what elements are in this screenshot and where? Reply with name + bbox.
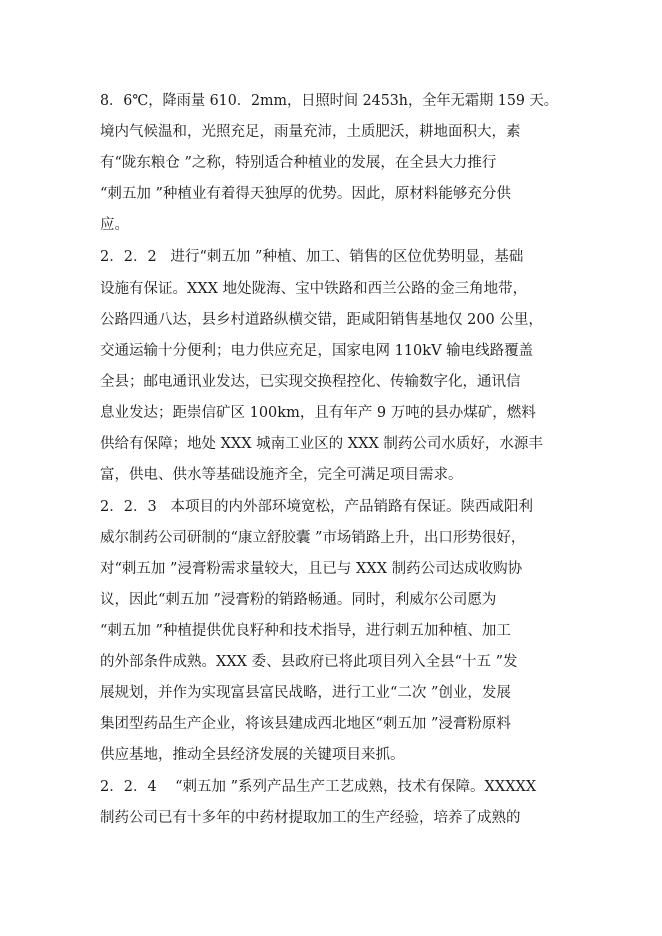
text-line: “刺五加 ”种植提供优良籽种和技术指导，进行刺五加种植、加工 [100, 623, 511, 639]
text-line: 8．6℃，降雨量 610．2mm，日照时间 2453h，全年无霜期 159 天。 [100, 93, 558, 109]
text-line: 公路四通八达，县乡村道路纵横交错，距咸阳销售基地仅 200 公里， [100, 312, 543, 328]
text-line: “刺五加 ”种植业有着得天独厚的优势。因此，原材料能够充分供 [100, 186, 511, 202]
text-line: 交通运输十分便利；电力供应充足，国家电网 110kV 输电线路覆盖 [100, 343, 534, 359]
section-heading-2-2-2: 2．2．2 进行“刺五加 ”种植、加工、销售的区位优势明显，基础 [100, 249, 524, 265]
text-line: 境内气候温和，光照充足，雨量充沛，土质肥沃，耕地面积大，素 [100, 124, 521, 140]
section-heading-2-2-3: 2．2．3 本项目的内外部环境宽松，产品销路有保证。陕西咸阳利 [100, 499, 534, 515]
text-line: 制药公司已有十多年的中药材提取加工的生产经验，培养了成熟的 [100, 810, 521, 826]
text-line: 设施有保证。XXX 地处陇海、宝中铁路和西兰公路的金三角地带， [100, 281, 528, 297]
text-line: 应。 [100, 217, 129, 233]
text-line: 有“陇东粮仓 ”之称，特别适合种植业的发展，在全县大力推行 [100, 155, 497, 171]
text-line: 集团型药品生产企业，将该县建成西北地区“刺五加 ”浸膏粉原料 [100, 716, 511, 732]
section-heading-2-2-4: 2．2．4 “刺五加 ”系列产品生产工艺成熟，技术有保障。XXXXX [100, 779, 537, 795]
text-line: 威尔制药公司研制的“康立舒胶囊 ”市场销路上升，出口形势很好， [100, 530, 526, 546]
text-line: 的外部条件成熟。XXX 委、县政府已将此项目列入全县“十五 ”发 [100, 654, 518, 670]
text-line: 供应基地，推动全县经济发展的关键项目来抓。 [100, 747, 405, 763]
text-line: 对“刺五加 ”浸膏粉需求量较大，且已与 XXX 制药公司达成收购协 [100, 561, 523, 577]
text-line: 全县；邮电通讯业发达，已实现交换程控化、传输数字化，通讯信 [100, 374, 521, 390]
text-line: 供给有保障；地处 XXX 城南工业区的 XXX 制药公司水质好，水源丰 [100, 436, 543, 452]
text-line: 展规划，并作为实现富县富民战略，进行工业“二次 ”创业，发展 [100, 685, 511, 701]
text-line: 议，因此“刺五加 ”浸膏粉的销路畅通。同时，利威尔公司愿为 [100, 592, 497, 608]
text-line: 息业发达；距崇信矿区 100km，且有年产 9 万吨的县办煤矿，燃料 [100, 405, 536, 421]
text-line: 富，供电、供水等基础设施齐全，完全可满足项目需求。 [100, 467, 463, 483]
